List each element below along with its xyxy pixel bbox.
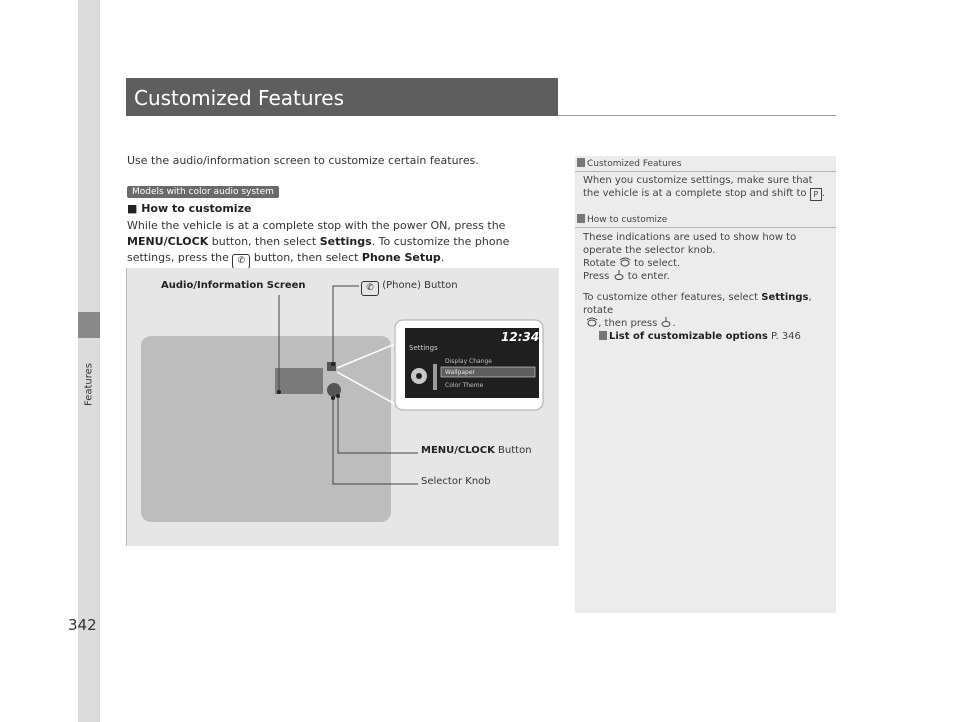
park-gear-icon: P: [810, 188, 822, 201]
dashboard-illustration: [126, 268, 559, 546]
title-bar: [126, 78, 558, 116]
section-tab-label: Features: [83, 363, 95, 407]
note-marker-icon: [577, 214, 585, 223]
console-panel: [141, 336, 391, 522]
phone-icon: ✆: [232, 254, 250, 269]
note-marker-icon: [577, 158, 585, 167]
press-knob-icon: [660, 317, 672, 327]
screen-heading: Settings: [409, 344, 438, 352]
menu-clock-label: MENU/CLOCK Button: [421, 445, 532, 456]
selector-knob-label: Selector Knob: [421, 476, 491, 487]
rotate-knob-icon: [619, 257, 631, 267]
note2-rule: [575, 227, 836, 228]
press-knob-icon: [613, 270, 625, 280]
audio-screen-shape: [275, 368, 323, 394]
screen-item-wallpaper: Wallpaper: [445, 369, 476, 376]
intro-text: Use the audio/information screen to customize certain features.: [127, 154, 479, 167]
notes-sidebar: [575, 156, 836, 613]
phone-icon: ✆: [361, 281, 379, 296]
note1-heading: Customized Features: [577, 158, 682, 169]
howto-heading: ■ How to customize: [127, 202, 252, 215]
note2-text: These indications are used to show how to operate the selector knob. Rotate to select. Press to enter. To customize other features, select Settings, rotate , then press . List of customizable options P. 346: [583, 231, 829, 343]
phone-button-label: ✆ (Phone) Button: [361, 280, 458, 296]
sidebar-settings-term: Settings: [761, 292, 809, 303]
model-tag: Models with color audio system: [127, 186, 279, 198]
screen-item-display-change: Display Change: [445, 358, 492, 365]
menu-clock-term: MENU/CLOCK: [127, 235, 209, 248]
cross-ref-icon: [599, 331, 607, 340]
settings-term: Settings: [319, 235, 372, 248]
audio-screen-label: Audio/Information Screen: [161, 280, 306, 291]
page-number: 342: [68, 616, 97, 634]
rotate-knob-icon: [586, 317, 598, 327]
page-title: Customized Features: [134, 86, 345, 110]
section-tab-marker: [78, 312, 100, 338]
note2-heading: How to customize: [577, 214, 667, 225]
dashboard-drawing: [127, 268, 559, 546]
title-rule: [558, 115, 836, 116]
howto-paragraph: While the vehicle is at a complete stop with the power ON, press the MENU/CLOCK button, then select Settings. To customize the phone settings, press the ✆ button, then select Phone Setup.: [127, 218, 557, 269]
customizable-options-link[interactable]: List of customizable options P. 346: [583, 330, 829, 343]
screen-clock: 12:34: [501, 330, 540, 344]
screen-item-color-theme: Color Theme: [445, 382, 484, 389]
note1-text: When you customize settings, make sure that the vehicle is at a complete stop and shift to P .: [583, 175, 825, 199]
note1-rule: [575, 171, 836, 172]
phone-setup-term: Phone Setup: [361, 251, 441, 264]
